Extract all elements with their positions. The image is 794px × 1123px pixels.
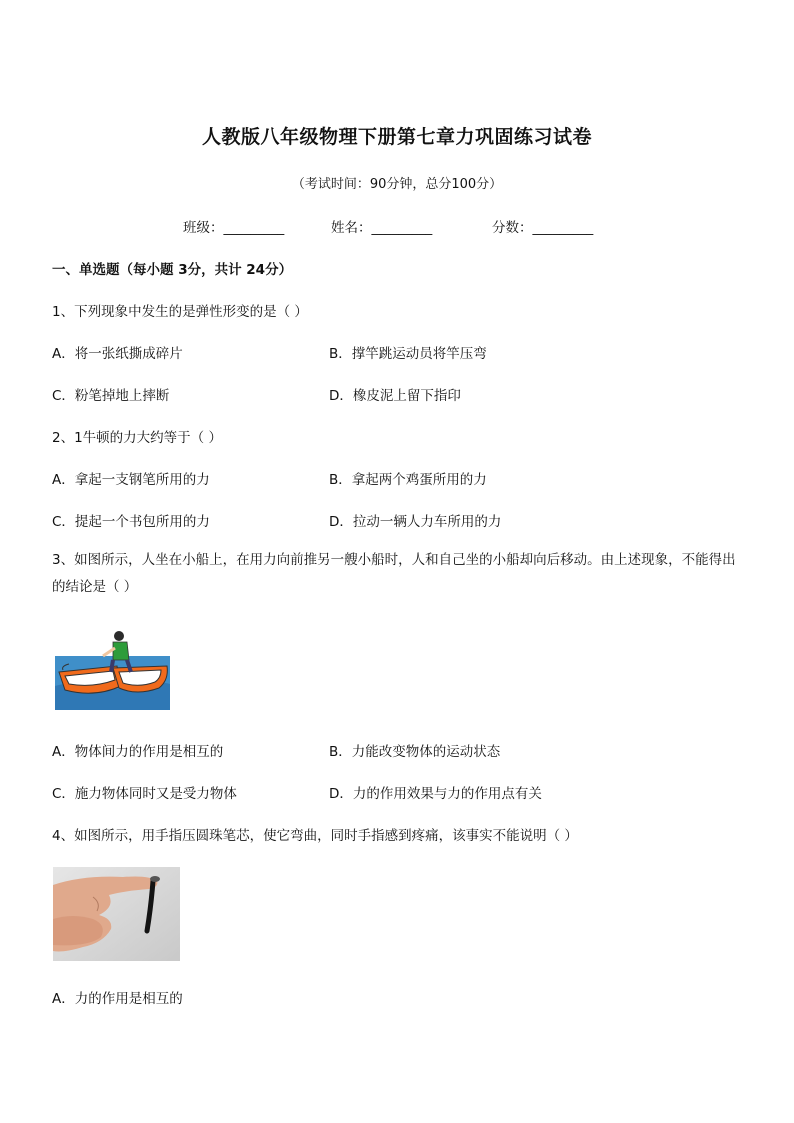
question-1-stem: 1、下列现象中发生的是弹性形变的是（ ） — [52, 304, 308, 320]
question-3-stem: 3、如图所示，人坐在小船上，在用力向前推另一艘小船时，人和自己坐的小船却向后移动。由上述现象，不能得出的结论是（ ） — [52, 552, 736, 595]
finger-pen-illustration — [53, 867, 180, 961]
question-1-option-c[interactable]: C．粉笔掉地上摔断 — [52, 388, 170, 404]
question-4-option-a[interactable]: A．力的作用是相互的 — [52, 991, 183, 1007]
boat-illustration — [55, 626, 170, 710]
question-1-option-d[interactable]: D．橡皮泥上留下指印 — [329, 388, 461, 404]
question-2-option-c[interactable]: C．提起一个书包所用的力 — [52, 514, 210, 530]
question-3-option-c[interactable]: C．施力物体同时又是受力物体 — [52, 786, 237, 802]
exam-info: （考试时间：90分钟，总分100分） — [291, 177, 503, 192]
question-2-option-d[interactable]: D．拉动一辆人力车所用的力 — [329, 514, 502, 530]
question-1-option-a[interactable]: A．将一张纸撕成碎片 — [52, 346, 183, 362]
question-3-option-d[interactable]: D．力的作用效果与力的作用点有关 — [329, 786, 542, 802]
question-3-option-a[interactable]: A．物体间力的作用是相互的 — [52, 744, 224, 760]
question-1-option-b[interactable]: B．撑竿跳运动员将竿压弯 — [329, 346, 487, 362]
boat-figure — [55, 626, 170, 710]
question-2-option-b[interactable]: B．拿起两个鸡蛋所用的力 — [329, 472, 487, 488]
question-4-stem: 4、如图所示，用手指压圆珠笔芯，使它弯曲，同时手指感到疼痛，该事实不能说明（ ） — [52, 828, 578, 844]
question-2-option-a[interactable]: A．拿起一支钢笔所用的力 — [52, 472, 210, 488]
name-field: 姓名：_________ — [331, 220, 433, 236]
class-field: 班级：_________ — [183, 220, 285, 236]
score-field: 分数：_________ — [492, 220, 594, 236]
pen-figure — [53, 867, 180, 961]
page-title: 人教版八年级物理下册第七章力巩固练习试卷 — [201, 126, 592, 148]
question-3-option-b[interactable]: B．力能改变物体的运动状态 — [329, 744, 501, 760]
section-heading: 一、单选题（每小题 3分，共计 24分） — [52, 262, 293, 278]
question-2-stem: 2、1牛顿的力大约等于（ ） — [52, 430, 222, 446]
